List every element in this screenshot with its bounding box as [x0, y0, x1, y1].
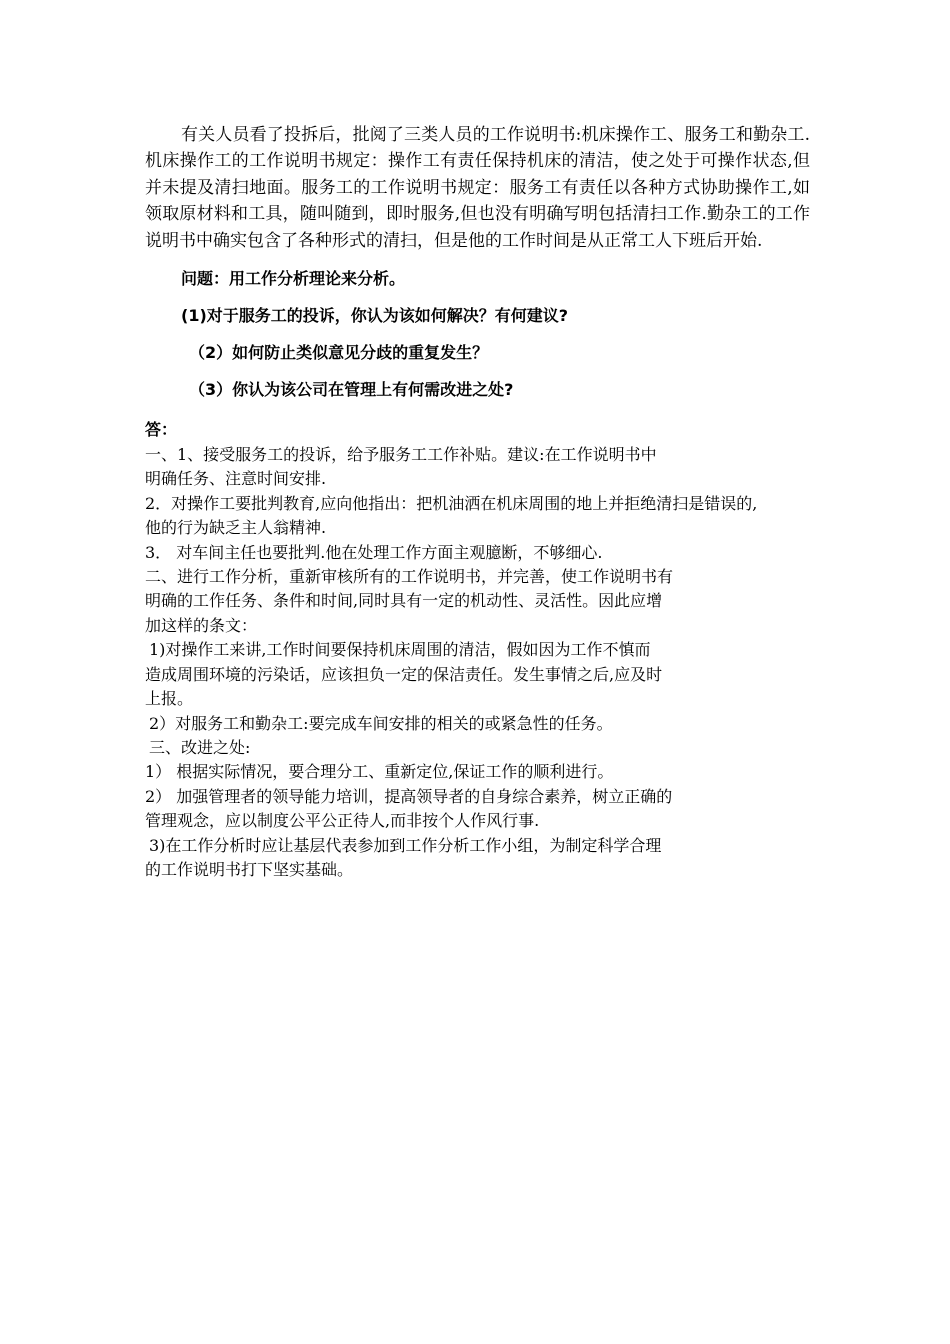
answer-line: 明确任务、注意时间安排.	[145, 469, 327, 489]
answer-line: 2）对服务工和勤杂工:要完成车间安排的相关的或紧急性的任务。	[149, 713, 613, 733]
answer-line: 1)对操作工来讲,工作时间要保持机床周围的清洁，假如因为工作不慎而	[149, 640, 651, 660]
answer-line: 2） 加强管理者的领导能力培训，提高领导者的自身综合素养，树立正确的	[145, 786, 673, 806]
answer-body	[145, 443, 810, 882]
answer-line: 明确的工作任务、条件和时间,同时具有一定的机动性、灵活性。因此应增	[145, 591, 663, 611]
answer-line: 他的行为缺乏主人翁精神.	[145, 518, 327, 538]
question-1: (1)对于服务工的投诉，你认为该如何解决？有何建议?	[181, 306, 569, 326]
answer-line: 一、1、接受服务工的投诉，给予服务工工作补贴。建议:在工作说明书中	[145, 445, 657, 465]
question-block	[145, 268, 810, 401]
answer-line: 2．对操作工要批判教育,应向他指出：把机油洒在机床周围的地上并拒绝清扫是错误的,	[145, 493, 758, 513]
answer-line: 造成周围环境的污染话，应该担负一定的保洁责任。发生事情之后,应及时	[145, 664, 663, 684]
case-paragraph: 有关人员看了投拆后，批阅了三类人员的工作说明书:机床操作工、服务工和勤杂工.机床操作工的工作说明书规定：操作工有责任保持机床的清洁，使之处于可操作状态,但并未提及清扫地面。服务工的工作说明书规定：服务工有责任以各种方式协助操作工,如领取原材料和工具，随叫随到，即时服务,但也没有明确写明包括清扫工作.勤杂工的工作说明书中确实包含了各种形式的清扫，但是他的工作时间是从正常工人下班后开始.	[145, 125, 810, 251]
question-intro: 问题：用工作分析理论来分析。	[181, 269, 406, 289]
document-page	[145, 122, 810, 882]
answer-line: 3)在工作分析时应让基层代表参加到工作分析工作小组，为制定科学合理	[149, 835, 662, 855]
question-2: （2）如何防止类似意见分歧的重复发生？	[189, 343, 489, 363]
answer-line: 的工作说明书打下坚实基础。	[145, 859, 354, 879]
answer-line: 1） 根据实际情况，要合理分工、重新定位,保证工作的顺利进行。	[145, 762, 614, 782]
answer-line: 3． 对车间主任也要批判.他在处理工作方面主观臆断，不够细心.	[145, 542, 603, 562]
answer-line: 加这样的条文：	[145, 615, 258, 635]
answer-line: 上报。	[145, 689, 194, 709]
answer-label: 答：	[145, 420, 178, 440]
question-3: （3）你认为该公司在管理上有何需改进之处?	[189, 380, 514, 400]
answer-line: 管理观念，应以制度公平公正待人,而非按个人作风行事.	[145, 811, 540, 831]
answer-line: 三、改进之处:	[149, 737, 251, 757]
answer-line: 二、进行工作分析，重新审核所有的工作说明书，并完善，使工作说明书有	[145, 567, 674, 587]
